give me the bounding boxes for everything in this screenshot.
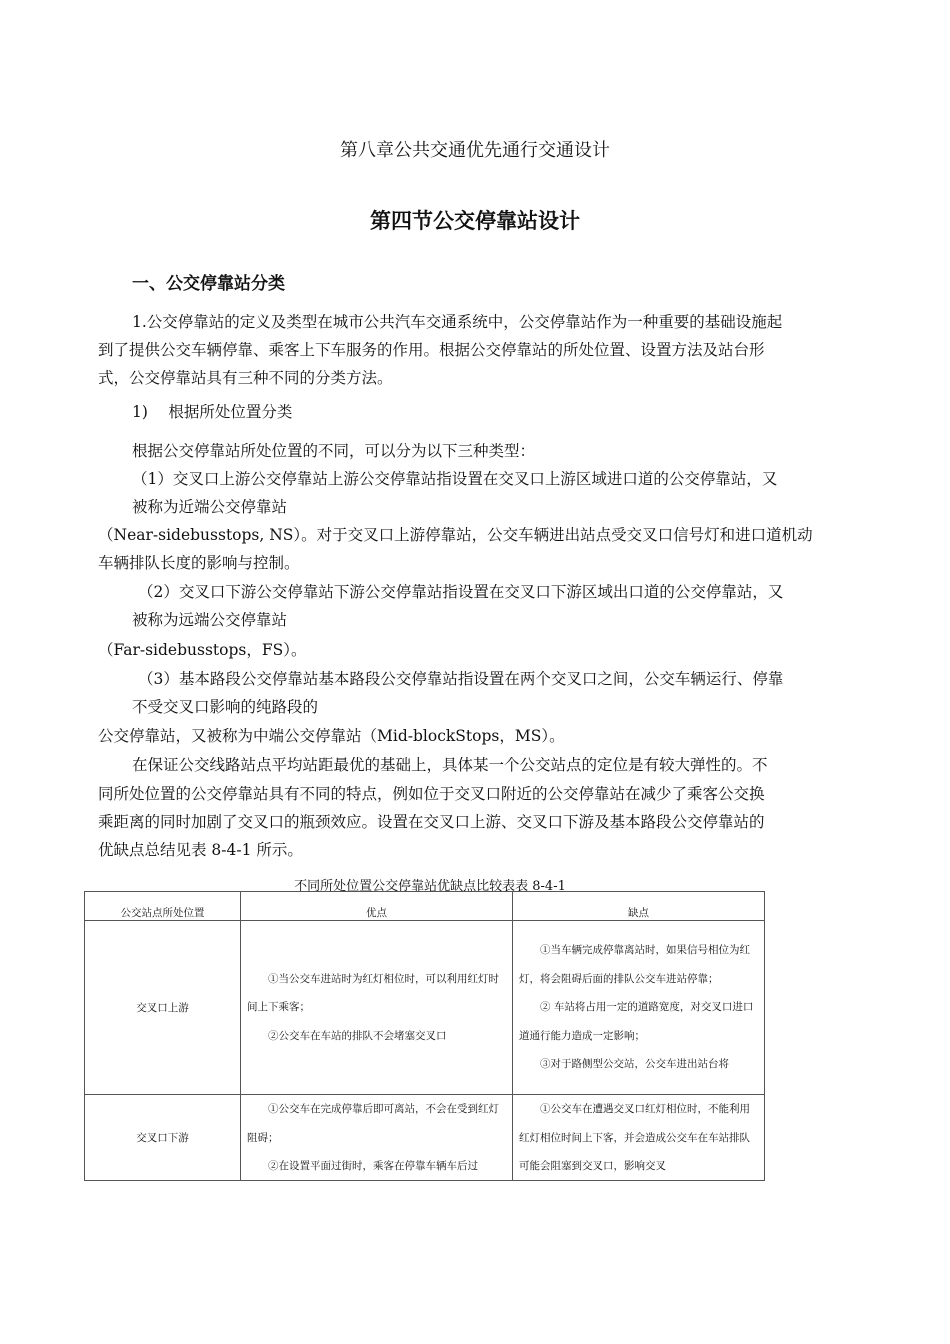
paragraph-line: 1) 根据所处位置分类 (132, 403, 293, 421)
chapter-title: 第八章公共交通优先通行交通设计 (340, 140, 610, 161)
row-cons (513, 1095, 765, 1181)
comparison-table (84, 891, 765, 1181)
paragraph-line: 优缺点总结见表 8-4-1 所示。 (98, 841, 303, 859)
row-pros (241, 921, 513, 1095)
con-item: ①当车辆完成停靠离站时，如果信号相位为红灯，将会阻碍后面的排队公交车进站停靠； (519, 944, 750, 985)
paragraph-line: 同所处位置的公交停靠站具有不同的特点，例如位于交叉口附近的公交停靠站在减少了乘客公交换 (98, 785, 765, 803)
paragraph-line: 1.公交停靠站的定义及类型在城市公共汽车交通系统中，公交停靠站作为一种重要的基础设施起 (132, 313, 783, 331)
row-location: 交叉口下游 (85, 1095, 241, 1181)
paragraph-line: 乘距离的同时加剧了交叉口的瓶颈效应。设置在交叉口上游、交叉口下游及基本路段公交停靠站的 (98, 813, 765, 831)
heading: 一、公交停靠站分类 (132, 274, 285, 294)
paragraph-line: （3）基本路段公交停靠站基本路段公交停靠站指设置在两个交叉口之间，公交车辆运行、停靠 (138, 670, 784, 688)
pro-item: ①当公交车进站时为红灯相位时，可以利用红灯时间上下乘客； (247, 972, 499, 1014)
pro-item: ①公交车在完成停靠后即可离站，不会在受到红灯阻碍； (247, 1103, 499, 1144)
table-row (85, 1095, 765, 1181)
row-cons (513, 921, 765, 1095)
row-location: 交叉口上游 (85, 921, 241, 1095)
table-caption: 不同所处位置公交停靠站优缺点比较表表 8-4-1 (294, 879, 566, 894)
con-item: ③对于路侧型公交站，公交车进出站台将 (540, 1058, 729, 1071)
con-item: ①公交车在遭遇交叉口红灯相位时，不能利用红灯相位时间上下客，并会造成公交车在车站排队可能会阻塞到交叉口，影响交叉 (519, 1103, 750, 1172)
table-row (85, 921, 765, 1095)
con-item: ② 车站将占用一定的道路宽度，对交叉口进口道通行能力造成一定影响； (519, 1001, 754, 1042)
table-header-row (85, 892, 765, 921)
paragraph-line: 不受交叉口影响的纯路段的 (132, 698, 319, 716)
header-pros: 优点 (241, 892, 513, 921)
paragraph-line: （2）交叉口下游公交停靠站下游公交停靠站指设置在交叉口下游区域出口道的公交停靠站，又 (138, 583, 784, 601)
row-pros (241, 1095, 513, 1181)
paragraph-line: 被称为近端公交停靠站 (132, 498, 288, 516)
pro-item: ②公交车在车站的排队不会堵塞交叉口 (268, 1029, 447, 1042)
paragraph-line: （Near-sidebusstops, NS）。对于交叉口上游停靠站，公交车辆进出站点受交叉口信号灯和进口道机动 (98, 526, 813, 544)
section-title: 第四节公交停靠站设计 (370, 209, 580, 233)
paragraph-line: 车辆排队长度的影响与控制。 (98, 554, 300, 572)
header-cons: 缺点 (513, 892, 765, 921)
paragraph-line: 式，公交停靠站具有三种不同的分类方法。 (98, 369, 393, 387)
paragraph-line: 被称为远端公交停靠站 (132, 611, 288, 629)
paragraph-line: 根据公交停靠站所处位置的不同，可以分为以下三种类型： (132, 442, 536, 460)
paragraph-line: 公交停靠站，又被称为中端公交停靠站（Mid-blockStops，MS）。 (98, 727, 565, 745)
paragraph-line: 到了提供公交车辆停靠、乘客上下车服务的作用。根据公交停靠站的所处位置、设置方法及站台形 (98, 341, 765, 359)
paragraph-line: （1）交叉口上游公交停靠站上游公交停靠站指设置在交叉口上游区域进口道的公交停靠站，又 (132, 470, 778, 488)
paragraph-line: （Far-sidebusstops，FS）。 (98, 641, 307, 659)
pro-item: ②在设置平面过街时，乘客在停靠车辆车后过 (268, 1160, 478, 1172)
header-location: 公交站点所处位置 (85, 892, 241, 921)
paragraph-line: 在保证公交线路站点平均站距最优的基础上，具体某一个公交站点的定位是有较大弹性的。不 (132, 756, 768, 774)
